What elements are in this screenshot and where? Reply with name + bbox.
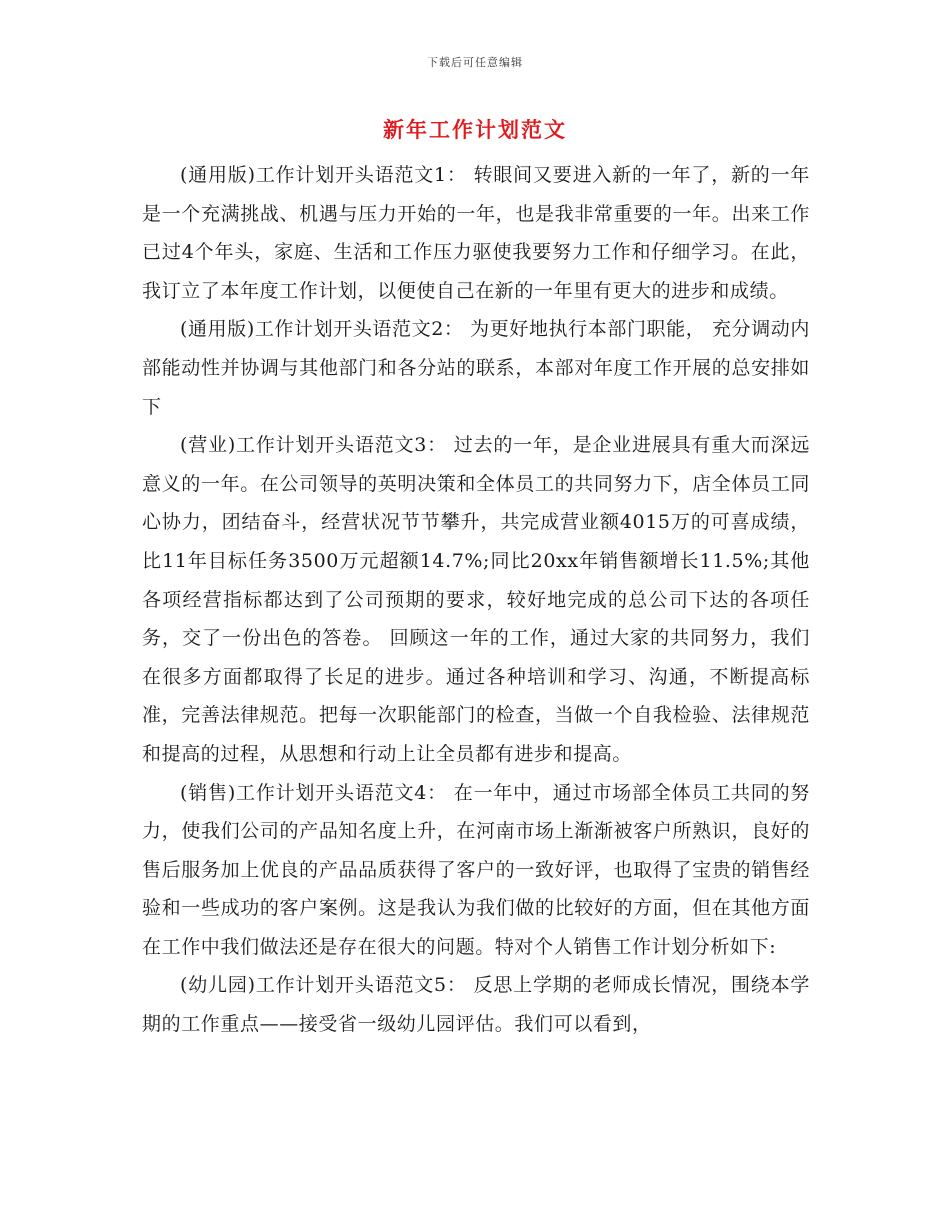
document-title: 新年工作计划范文 [383, 118, 567, 142]
paragraph-4: (销售)工作计划开头语范文4： 在一年中，通过市场部全体员工共同的努力，使我们公司的产品知名度上升，在河南市场上渐渐被客户所熟识，良好的售后服务加上优良的产品品质获得了客户的一致好评，也取得了宝贵的销售经验和一些成功的客户案例。这是我认为我们做的比较好的方面，但在其他方面在工作中我们做法还是存在很大的问题。特对个人销售工作计划分析如下: [142, 781, 810, 958]
paragraph-2: (通用版)工作计划开头语范文2： 为更好地执行本部门职能， 充分调动内部能动性并协调与其他部门和各分站的联系，本部对年度工作开展的总安排如下 [142, 318, 810, 418]
paragraph-1: (通用版)工作计划开头语范文1： 转眼间又要进入新的一年了，新的一年是一个充满挑战、机遇与压力开始的一年，也是我非常重要的一年。出来工作已过4个年头，家庭、生活和工作压力驱使我要努力工作和仔细学习。在此，我订立了本年度工作计划，以便使自己在新的一年里有更大的进步和成绩。 [142, 164, 810, 302]
document-body [142, 156, 810, 1044]
paragraph-5: (幼儿园)工作计划开头语范文5： 反思上学期的老师成长情况，围绕本学期的工作重点——接受省一级幼儿园评估。我们可以看到， [142, 974, 810, 1036]
header-note: 下载后可任意编辑 [427, 56, 523, 69]
paragraph-3: (营业)工作计划开头语范文3： 过去的一年，是企业进展具有重大而深远意义的一年。在公司领导的英明决策和全体员工的共同努力下，店全体员工同心协力，团结奋斗，经营状况节节攀升，共完成营业额4015万的可喜成绩，比11年目标任务3500万元超额14.7%;同比20xx年销售额增长11.5%;其他各项经营指标都达到了公司预期的要求，较好地完成的总公司下达的各项任务，交了一份出色的答卷。 回顾这一年的工作，通过大家的共同努力，我们在很多方面都取得了长足的进步。通过各种培训和学习、沟通，不断提高标准，完善法律规范。把每一次职能部门的检查，当做一个自我检验、法律规范和提高的过程，从思想和行动上让全员都有进步和提高。 [142, 434, 810, 765]
